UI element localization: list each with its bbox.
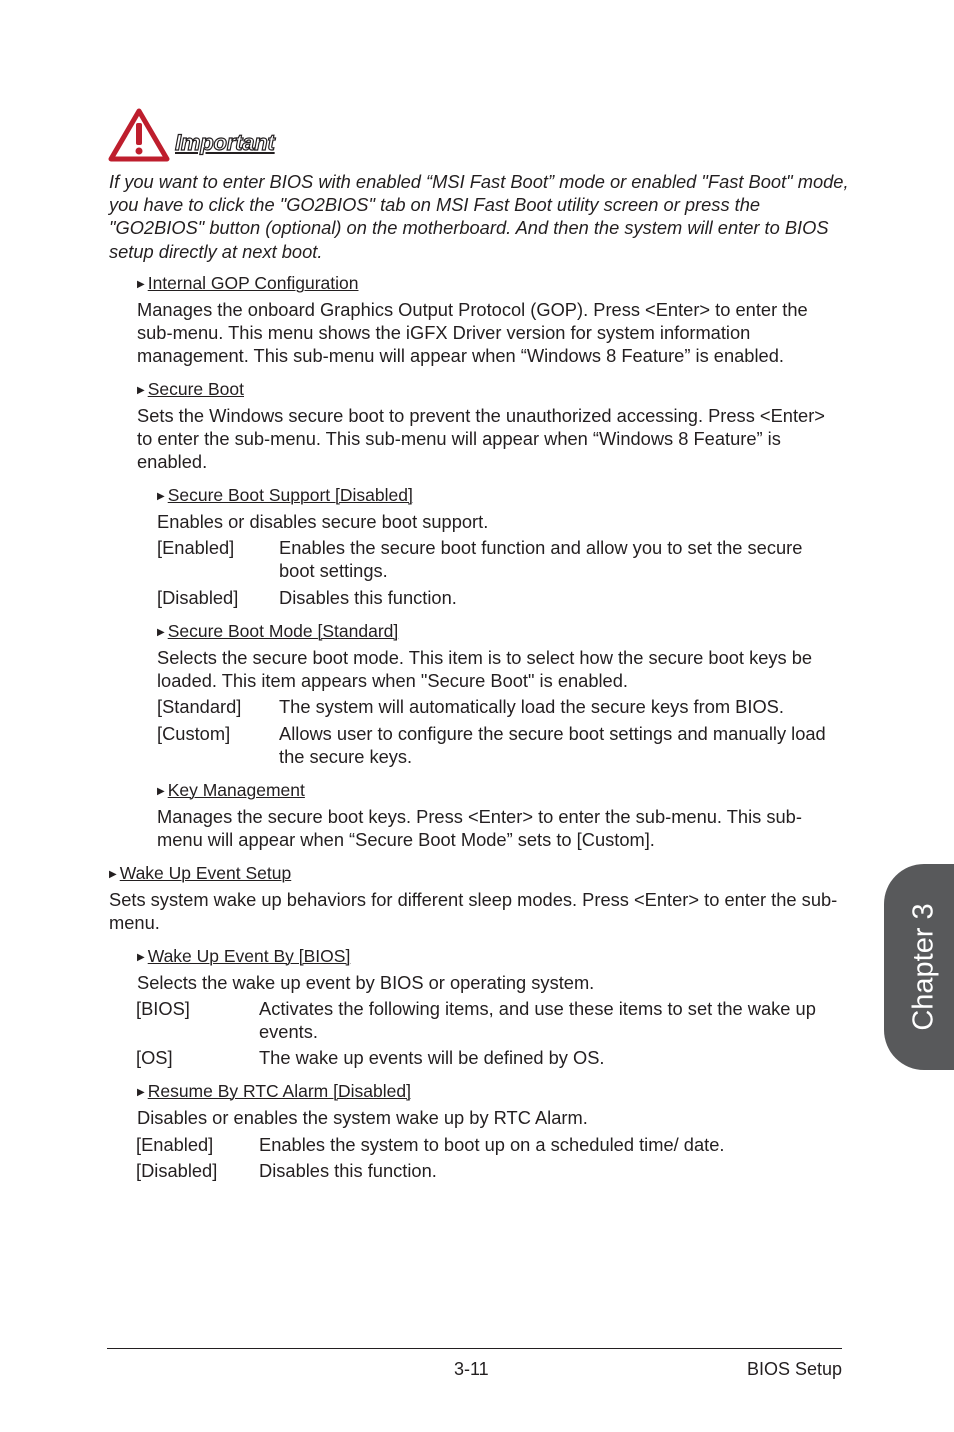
desc-wake-up-event-by: Selects the wake up event by BIOS or operating system. [137, 972, 595, 993]
desc-secure-boot-support: Enables or disables secure boot support. [157, 511, 489, 532]
option-value: Enables the secure boot function and allow you to set the secure boot settings. [279, 537, 803, 582]
heading-key-management: ▶ Key Management [157, 779, 305, 803]
heading-internal-gop: ▶ Internal GOP Configuration [137, 272, 358, 296]
triangle-bullet-icon: ▶ [157, 786, 165, 797]
chapter-tab-label: Chapter 3 [907, 903, 940, 1031]
footer-page-number: 3-11 [454, 1359, 489, 1379]
desc-secure-boot: Sets the Windows secure boot to prevent the unauthorized accessing. Press <Enter> to enter the sub-menu. This sub-menu will appear when “Windows 8 Feature” is enabled. [137, 405, 825, 473]
heading-secure-boot: ▶ Secure Boot [137, 378, 244, 402]
option-value: Allows user to configure the secure boot settings and manually load the secure keys. [279, 723, 826, 768]
option-value: Disables this function. [259, 1160, 437, 1181]
heading-wake-up-event-setup: ▶ Wake Up Event Setup [109, 862, 291, 886]
important-title: Important [175, 130, 275, 155]
triangle-bullet-icon: ▶ [137, 952, 145, 963]
heading-resume-by-rtc-alarm: ▶ Resume By RTC Alarm [Disabled] [137, 1080, 411, 1104]
desc-wake-up-event-setup: Sets system wake up behaviors for different sleep modes. Press <Enter> to enter the sub-menu. [109, 889, 838, 934]
option-value: Activates the following items, and use these items to set the wake up events. [259, 998, 816, 1043]
option-key: [Disabled] [157, 587, 239, 608]
option-value: The system will automatically load the secure keys from BIOS. [279, 696, 784, 717]
option-value: Enables the system to boot up on a scheduled time/ date. [259, 1134, 725, 1155]
triangle-bullet-icon: ▶ [137, 1087, 145, 1098]
triangle-bullet-icon: ▶ [109, 869, 117, 880]
triangle-bullet-icon: ▶ [157, 491, 165, 502]
desc-secure-boot-mode: Selects the secure boot mode. This item is to select how the secure boot keys be loaded. This item appears when "Secure Boot" is enabled. [157, 647, 813, 692]
option-value: Disables this function. [279, 587, 457, 608]
heading-secure-boot-support: ▶ Secure Boot Support [Disabled] [157, 484, 413, 508]
footer-section-title: BIOS Setup [746, 1359, 842, 1379]
desc-resume-by-rtc-alarm: Disables or enables the system wake up by RTC Alarm. [137, 1107, 588, 1128]
desc-key-management: Manages the secure boot keys. Press <Enter> to enter the sub-menu. This sub-menu will appear when “Secure Boot Mode” sets to [Custom]. [157, 806, 802, 851]
triangle-bullet-icon: ▶ [137, 385, 145, 396]
triangle-bullet-icon: ▶ [157, 627, 165, 638]
heading-wake-up-event-by: ▶ Wake Up Event By [BIOS] [137, 945, 350, 969]
heading-secure-boot-mode: ▶ Secure Boot Mode [Standard] [157, 620, 398, 644]
option-key: [Enabled] [136, 1134, 214, 1155]
option-key: [Disabled] [136, 1160, 218, 1181]
footer-divider [107, 1348, 842, 1349]
desc-internal-gop: Manages the onboard Graphics Output Protocol (GOP). Press <Enter> to enter the sub-menu. This menu shows the iGFX Driver version for system information management. This sub-menu will appear when “Windows 8 Feature” is enabled. [137, 299, 808, 367]
option-key: [BIOS] [136, 998, 190, 1019]
important-text: If you want to enter BIOS with enabled “MSI Fast Boot” mode or enabled "Fast Boot" mode, you have to click the "GO2BIOS" tab on MSI Fast Boot utility screen or press the "GO2BIOS" button (optional) on the motherboard. And then the system will enter to BIOS setup directly at next boot. [109, 171, 849, 262]
option-key: [Custom] [157, 723, 231, 744]
option-value: The wake up events will be defined by OS. [259, 1047, 605, 1068]
warning-triangle-icon [108, 108, 170, 162]
chapter-tab [884, 864, 954, 1070]
option-key: [Standard] [157, 696, 242, 717]
option-key: [OS] [136, 1047, 173, 1068]
option-key: [Enabled] [157, 537, 235, 558]
triangle-bullet-icon: ▶ [137, 279, 145, 290]
